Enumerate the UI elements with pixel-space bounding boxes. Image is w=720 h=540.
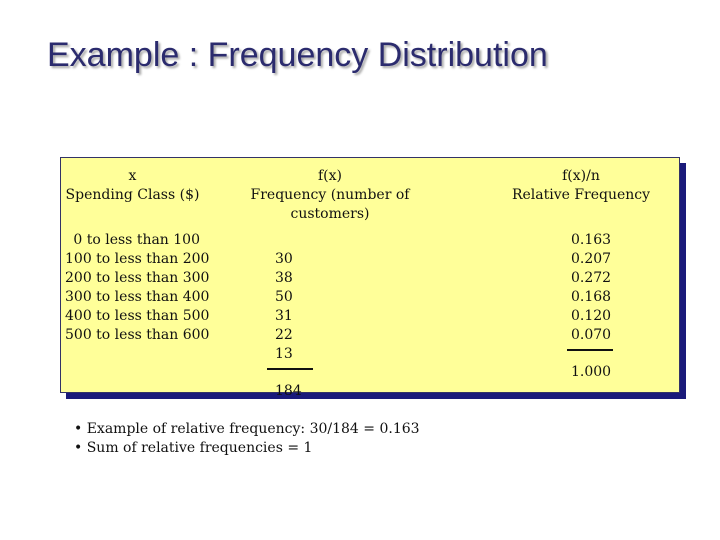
column-label: Frequency (number of customers) [250,187,410,222]
column-symbol: f(x) [317,168,342,184]
column-symbol: x [128,168,137,184]
table-cell: 200 to less than 300 [65,270,210,286]
table-cell: 0 to less than 100 [73,232,200,248]
table-cell: 300 to less than 400 [65,289,210,305]
table-cell: 22 [275,327,293,343]
column-relative-frequency [501,167,661,382]
column-header-fxn [501,167,661,205]
table-cell: 400 to less than 500 [65,308,210,324]
table-cell: 0.120 [571,308,612,324]
table-cell: 38 [275,270,293,286]
table-cell: 0.070 [571,327,612,343]
class-values [65,231,210,345]
column-label: Spending Class ($) [65,187,200,203]
notes [74,420,420,458]
table-cell: 50 [275,289,293,305]
column-symbol: f(x)/n [562,168,600,184]
note-line: • Example of relative frequency: 30/184 = 0.163 [74,421,420,437]
table-cell: 31 [275,308,293,324]
sum-rule [267,368,313,370]
table-cell: 100 to less than 200 [65,251,210,267]
column-header-x [65,167,200,205]
column-header-fx [215,167,445,224]
column-frequency [215,167,445,401]
slide-title: Example : Frequency Distribution [47,36,548,74]
table-cell: 500 to less than 600 [65,327,210,343]
frequency-total: 184 [275,383,302,399]
relative-frequency-total: 1.000 [571,364,612,380]
table-cell: 30 [275,251,293,267]
sum-rule [567,349,613,351]
relative-frequency-values [501,231,661,345]
column-label: Relative Frequency [511,187,651,203]
note-line: • Sum of relative frequencies = 1 [74,440,313,456]
table-cell: 0.163 [571,232,612,248]
frequency-values [215,250,445,364]
table-cell: 0.168 [571,289,612,305]
column-spending-class [65,167,210,345]
table-cell: 0.272 [571,270,612,286]
table-cell: 0.207 [571,251,612,267]
frequency-table [60,157,680,399]
table-cell: 13 [275,346,293,362]
